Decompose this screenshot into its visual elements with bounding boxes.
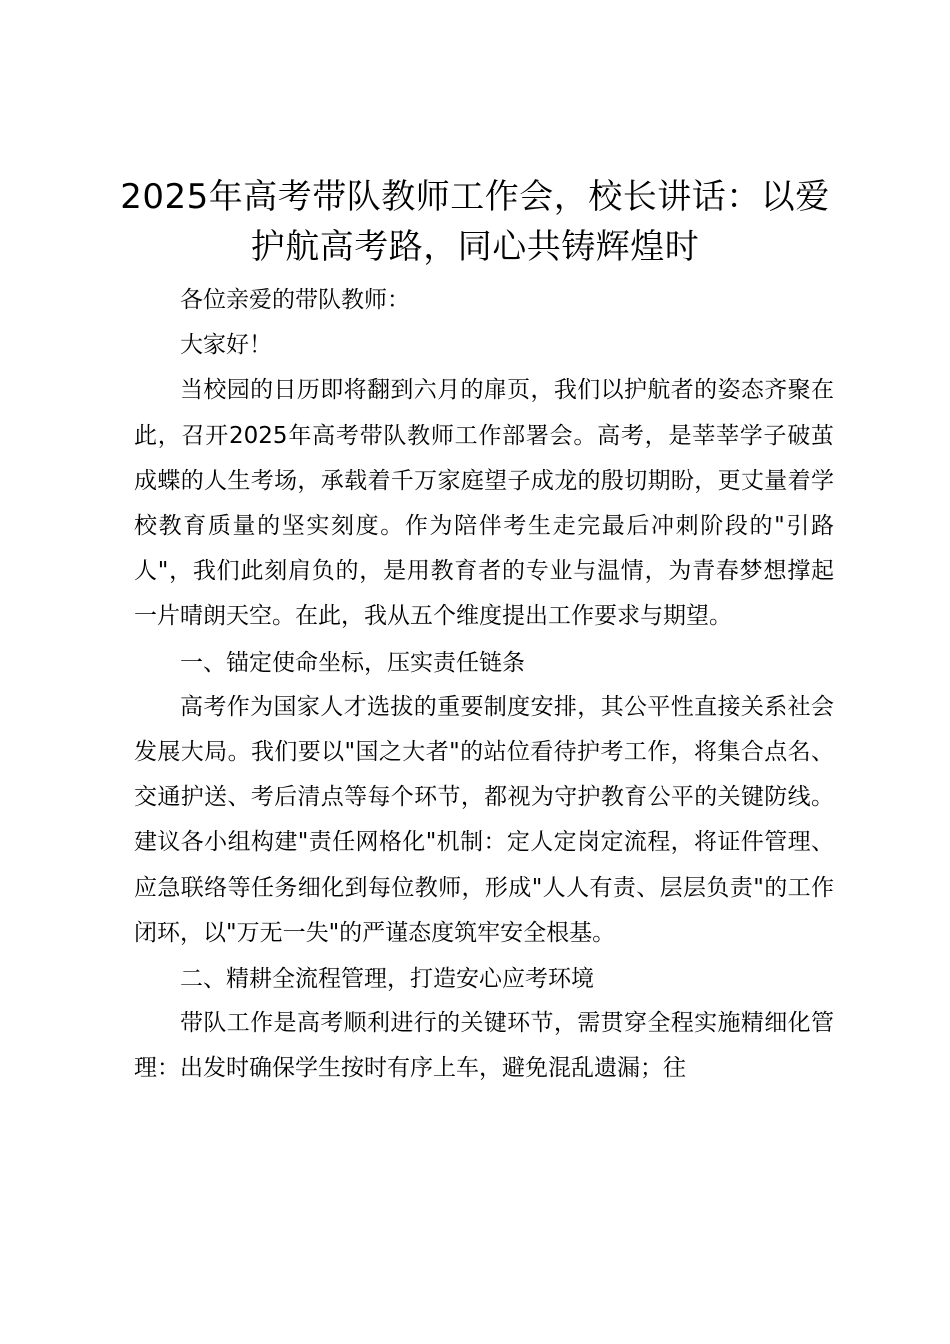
document-body (134, 278, 834, 1092)
document-title: 2025年高考带队教师工作会，校长讲话：以爱护航高考路，同心共铸辉煌时 (120, 177, 830, 267)
section-body-1: 高考作为国家人才选拔的重要制度安排，其公平性直接关系社会发展大局。我们要以"国之大者"的站位看待护考工作，将集合点名、交通护送、考后清点等每个环节，都视为守护教育公平的关键防线。建议各小组构建"责任网格化"机制：定人定岗定流程，将证件管理、应急联络等任务细化到每位教师，形成"人人有责、层层负责"的工作闭环，以"万无一失"的严谨态度筑牢安全根基。 (134, 693, 834, 946)
greeting: 大家好！ (180, 332, 272, 359)
salutation: 各位亲爱的带队教师： (180, 287, 410, 313)
section-body-2: 带队工作是高考顺利进行的关键环节，需贯穿全程实施精细化管理：出发时确保学生按时有序上车，避免混乱遗漏；往 (134, 1010, 834, 1082)
intro-paragraph: 当校园的日历即将翻到六月的扉页，我们以护航者的姿态齐聚在此，召开2025年高考带队教师工作部署会。高考，是莘莘学子破茧成蝶的人生考场，承载着千万家庭望子成龙的殷切期盼，更丈量着学校教育质量的坚实刻度。作为陪伴考生走完最后冲刺阶段的"引路人"，我们此刻肩负的，是用教育者的专业与温情，为青春梦想撑起一片晴朗天空。在此，我从五个维度提出工作要求与期望。 (134, 377, 834, 630)
section-heading-1: 一、锚定使命坐标，压实责任链条 (180, 648, 525, 675)
section-heading-2: 二、精耕全流程管理，打造安心应考环境 (180, 965, 594, 992)
